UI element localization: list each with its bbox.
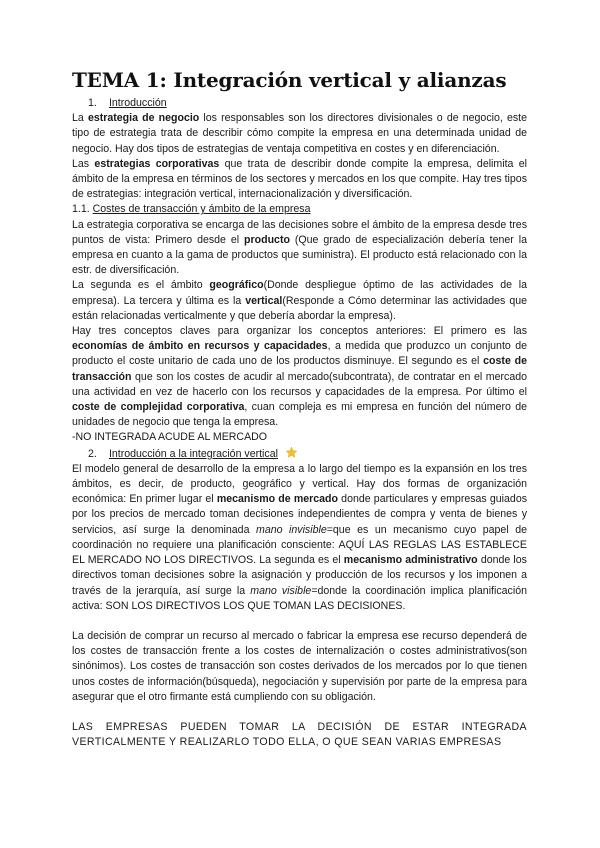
text-run: donde particulares y empresas guiados por los precios de mercado toman decisiones independientes de compra y venta de bienes y servicios, así surge la denominada [72,493,528,536]
text-run: Hay tres conceptos claves para organizar los conceptos anteriores: El primero es las [72,325,527,338]
bold-term: producto [244,233,290,246]
blank-line [72,614,527,629]
document-body [72,96,527,750]
bold-term: coste de complejidad corporativa [72,401,245,414]
note-line: -NO INTEGRADA ACUDE AL MERCADO [72,431,268,444]
text-run: que trata de describir donde compite la empresa, delimita el ámbito de la empresa en términos de los sectores y mercados en los que compite. Hay tres tipos de estrategias: integración vertical, internacionalización y diversificación. [72,157,528,201]
text-run: los responsables son los directores divisionales o de negocio, este tipo de estrategia trata de describir cómo compite la empresa en una determinada unidad de negocio. Hay dos tipos de estrategias de ventaja competitiva en costes y en diferenciación. [72,112,527,155]
blank-line [72,705,527,720]
section-2-heading [72,446,527,462]
bold-term: vertical [245,294,283,307]
uppercase-paragraph: LAS EMPRESAS PUEDEN TOMAR LA DECISIÓN DE ESTAR INTEGRADA VERTICALMENTE Y REALIZARLO TODO ELLA, O QUE SEAN VARIAS EMPRESAS [72,720,527,749]
bold-term: estrategia de negocio [87,112,200,125]
paragraph [72,111,527,157]
subsection-1-1-title: Costes de transacción y ámbito de la empresa [92,203,311,216]
bold-term: geográfico [209,279,264,292]
star-icon [285,446,298,459]
paragraph [72,629,527,705]
section-1-heading [72,96,527,111]
page-title: TEMA 1: Integración vertical y alianzas [72,68,507,92]
section-2-number: 2. [88,447,97,460]
paragraph [72,462,527,614]
bold-term: economías de ámbito en recursos y capacidades [72,340,328,353]
text-run: (Donde despliegue óptimo de las actividades de la empresa). La tercera y última es la [72,279,527,307]
text-run: =donde la coordinación implica planificación activa: SON LOS DIRECTIVOS LOS QUE TOMAN LAS DECISIONES. [72,584,527,612]
text-run: La estrategia corporativa se encarga de las decisiones sobre el ámbito de la empresa desde tres puntos de vista: Primero desde el [72,218,527,246]
text-run: , a medida que produzco un conjunto de producto el coste unitario de cada uno de los productos disminuye. El segundo es el [72,340,527,368]
section-2-title: Introducción a la integración vertical [108,447,278,460]
section-1-title: Introducción [108,97,167,109]
paragraph [72,218,527,279]
text-run: La decisión de comprar un recurso al mercado o fabricar la empresa ese recurso dependerá de los costes de transacción frente a los costes de internalización o costes administrativos(son sinónimos). Los costes de transacción son costes derivados de los mercados por lo que tienen unos costes de información(búsqueda), negociación y supervisión por parte de la empresa para asegurar que el otro firmante está cumpliendo con su obligación. [72,629,527,703]
bold-term: mecanismo administrativo [343,554,478,567]
text-run: que son los costes de acudir al mercado(subcontrata), de contratar en el mercado una actividad en vez de hacerlo con los recursos y capacidades de la empresa. Por último el [72,370,527,398]
text-run: El modelo general de desarrollo de la empresa a lo largo del tiempo es la expansión en los tres ámbitos, es decir, de producto, geográfico y vertical. Hay dos formas de organización económica: En primer lugar el [72,462,527,506]
paragraph [72,157,527,203]
bold-term: mecanismo de mercado [216,493,338,506]
text-run: Las [72,157,95,170]
section-1-number: 1. [88,97,97,109]
text-run: (Que grado de especialización debería tener la empresa en cuanto a la gama de productos que suministra). El producto está relacionado con la estr. de diversificación. [72,233,527,277]
text-run: donde los directivos toman decisiones sobre la asignación y producción de los recursos y los imponen a través de la jerarquía, así surge la [72,554,527,597]
text-run: La segunda es el ámbito [72,279,210,292]
paragraph [72,324,527,430]
bold-term: coste de transacción [72,355,528,383]
text-run: , cuan compleja es mi empresa en función del número de unidades de negocio que tenga la empresa. [72,401,527,429]
paragraph [72,278,527,324]
subsection-1-1-heading [72,202,527,217]
subsection-1-1-number: 1.1. [72,203,90,216]
text-run: (Responde a Cómo determinar las actividades que están relacionadas verticalmente y que debería abordar la empresa). [72,294,527,322]
text-run: La [72,112,88,125]
bold-term: estrategias corporativas [94,157,220,170]
italic-term: mano invisible [256,523,327,536]
italic-term: mano visible [250,584,312,597]
text-run: =que es un mecanismo cuyo papel de coordinación no requiere una planificación consciente: AQUÍ LAS REGLAS LAS ESTABLECE EL MERCADO NO LOS DIRECTIVOS. La segunda es el [72,523,527,567]
